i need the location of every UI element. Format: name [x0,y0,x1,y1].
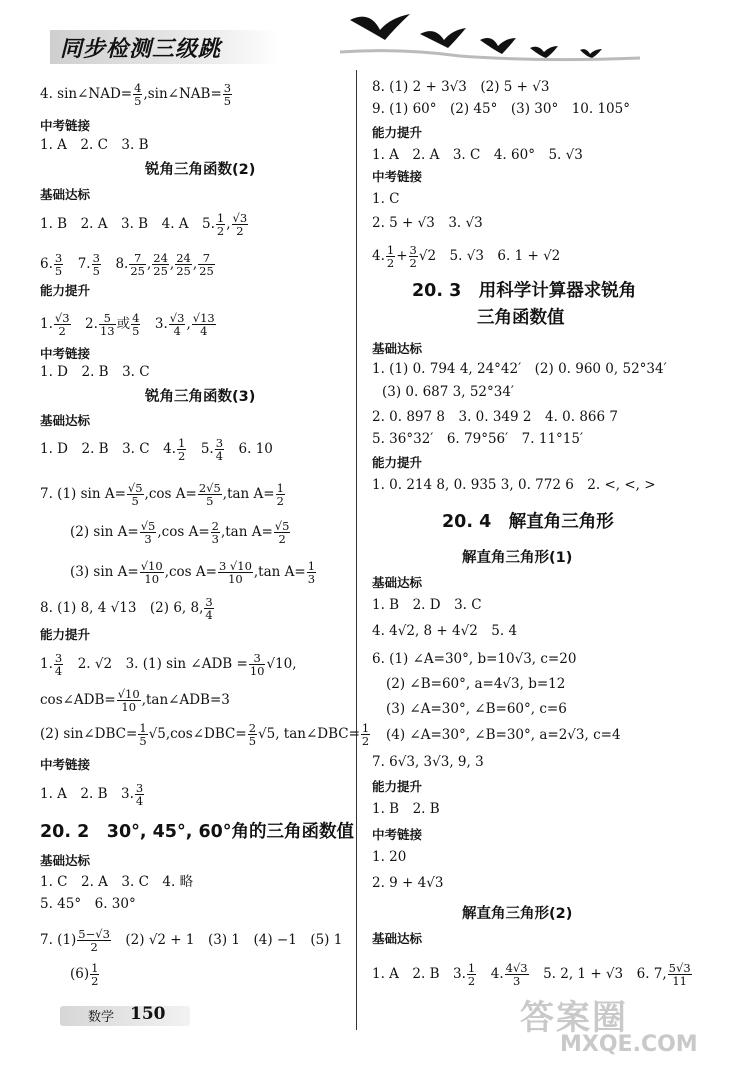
answer-line: (2) sin∠DBC= $\frac{1}{5}$ √5,cos∠DBC= $\frac{2}{5}$ √5, tan∠DBC= $\frac{1}{2}$ [40,721,370,748]
answer-line: 5. 45° 6. 30° [40,896,136,912]
watermark-logo: 答案圈 [520,998,628,1038]
answer-line: 6. (1) ∠A=30°, b=10√3, c=20 [372,651,577,667]
section-label: 能力提升 [372,455,423,470]
section-label: 中考链接 [40,118,91,133]
answer-line: 7. (1) sin A= $\frac{√5}{5}$ ,cos A= $\frac{2√5}{5}$ ,tan A= $\frac{1}{2}$ [40,481,284,508]
answer-line: 2. 0. 897 8 3. 0. 349 2 4. 0. 866 7 [372,409,618,425]
answer-line: 1. $\frac{√3}{2}$ 2. $\frac{5}{13}$ 或 $\frac{4}{5}$ 3. $\frac{√3}{4}$ , $\frac{√13}{4}$ [40,311,215,338]
chapter-title-cont: 三角函数值 [477,308,565,328]
answer-line: cos∠ADB= $\frac{√10}{10}$ ,tan∠ADB=3 [40,687,230,714]
answer-line: 1. D 2. B 3. C [40,364,150,380]
chapter-title: 20. 3 用科学计算器求锐角 [412,281,637,301]
answer-line: 1. B 2. B [372,801,440,817]
column-divider [356,70,357,1030]
answer-line: 1. D 2. B 3. C 4. $\frac{1}{2}$ 5. $\frac{3}{4}$ 6. 10 [40,436,273,463]
answer-line: 2. 5 + √3 3. √3 [372,215,483,231]
answer-line: 1. (1) 0. 794 4, 24°42′ (2) 0. 960 0, 52°34′ [372,361,667,377]
answer-line: 1. C [372,191,400,207]
answer-line: 1. A 2. B 3. $\frac{3}{4}$ [40,781,144,808]
answer-line: 7. 6√3, 3√3, 9, 3 [372,754,484,770]
birds-decoration [340,0,740,70]
section-label: 基础达标 [372,341,423,356]
chapter-title: 20. 4 解直角三角形 [442,512,614,532]
section-label: 中考链接 [372,827,423,842]
answer-line: 1. A 2. A 3. C 4. 60° 5. √3 [372,147,583,163]
answer-line: (3) ∠A=30°, ∠B=60°, c=6 [386,701,567,717]
page-header [0,0,750,70]
section-label: 能力提升 [372,779,423,794]
answer-line: 1. A 2. B 3. $\frac{1}{2}$ 4. $\frac{4√3}{3}$ 5. 2, 1 + √3 6. 7, $\frac{5√3}{11}$ [372,961,691,988]
section-label: 基础达标 [40,413,91,428]
section-label: 基础达标 [372,575,423,590]
answer-line: 2. 9 + 4√3 [372,875,444,891]
answer-line: (6) $\frac{1}{2}$ [70,961,99,988]
section-label: 能力提升 [372,125,423,140]
answer-line: 1. C 2. A 3. C 4. 略 [40,874,194,890]
answer-line: 8. (1) 2 + 3√3 (2) 5 + √3 [372,79,550,95]
subsection-title: 锐角三角函数(3) [145,389,256,405]
chapter-title: 20. 2 30°, 45°, 60°角的三角函数值 [40,822,355,842]
section-label: 基础达标 [40,187,91,202]
answer-line: (2) ∠B=60°, a=4√3, b=12 [386,676,566,692]
section-label: 基础达标 [40,853,91,868]
footer-band [60,1006,190,1026]
page-number: 150 [130,1004,166,1024]
answer-line: 1. B 2. A 3. B 4. A 5. $\frac{1}{2}$ , $\frac{√3}{2}$ [40,211,248,238]
answer-line: 4. 4√2, 8 + 4√2 5. 4 [372,623,518,639]
answer-line: 4. sin∠NAD= $\frac{4}{5}$ ,sin∠NAB= $\frac{3}{5}$ [40,81,232,108]
answer-line: 1. A 2. C 3. B [40,137,149,153]
section-label: 中考链接 [40,346,91,361]
answer-line: (4) ∠A=30°, ∠B=30°, a=2√3, c=4 [386,727,621,743]
answer-line: (3) sin A= $\frac{√10}{10}$ ,cos A= $\frac{3 √10}{10}$ ,tan A= $\frac{1}{3}$ [70,559,316,586]
footer-subject: 数学 [88,1010,115,1025]
subsection-title: 解直角三角形(1) [462,550,573,566]
answer-line: 1. 20 [372,849,407,865]
section-label: 能力提升 [40,283,91,298]
answer-line: 1. 0. 214 8, 0. 935 3, 0. 772 6 2. <, <, > [372,477,656,493]
header-title: 同步检测三级跳 [60,37,222,62]
answer-line: 8. (1) 8, 4 √13 (2) 6, 8, $\frac{3}{4}$ [40,595,213,622]
section-label: 能力提升 [40,627,91,642]
answer-line: 1. $\frac{3}{4}$ 2. √2 3. (1) sin ∠ADB = $\frac{3}{10}$ √10, [40,651,297,678]
answer-line: 4. $\frac{1}{2}$ + $\frac{3}{2}$ √2 5. √3 6. 1 + √2 [372,243,561,270]
answer-line: 9. (1) 60° (2) 45° (3) 30° 10. 105° [372,101,630,117]
answer-line: (2) sin A= $\frac{√5}{3}$ ,cos A= $\frac{2}{3}$ ,tan A= $\frac{√5}{2}$ [70,519,290,546]
answer-line: 5. 36°32′ 6. 79°56′ 7. 11°15′ [372,431,584,447]
answer-line: 1. B 2. D 3. C [372,597,482,613]
answer-line: 6. $\frac{3}{5}$ 7. $\frac{3}{5}$ 8. $\frac{7}{25}$ , $\frac{24}{25}$ , $\frac{24}{25}$ , $\frac{7}{25}$ [40,251,214,278]
subsection-title: 锐角三角函数(2) [145,162,256,178]
section-label: 基础达标 [372,931,423,946]
watermark-url: MXQE.COM [560,1032,698,1057]
page-footer [60,1002,200,1030]
answer-line: (3) 0. 687 3, 52°34′ [382,384,514,400]
section-label: 中考链接 [40,757,91,772]
subsection-title: 解直角三角形(2) [462,906,573,922]
section-label: 中考链接 [372,169,423,184]
answer-line: 7. (1) $\frac{5-√3}{2}$ (2) √2 + 1 (3) 1 (4) −1 (5) 1 [40,927,343,954]
